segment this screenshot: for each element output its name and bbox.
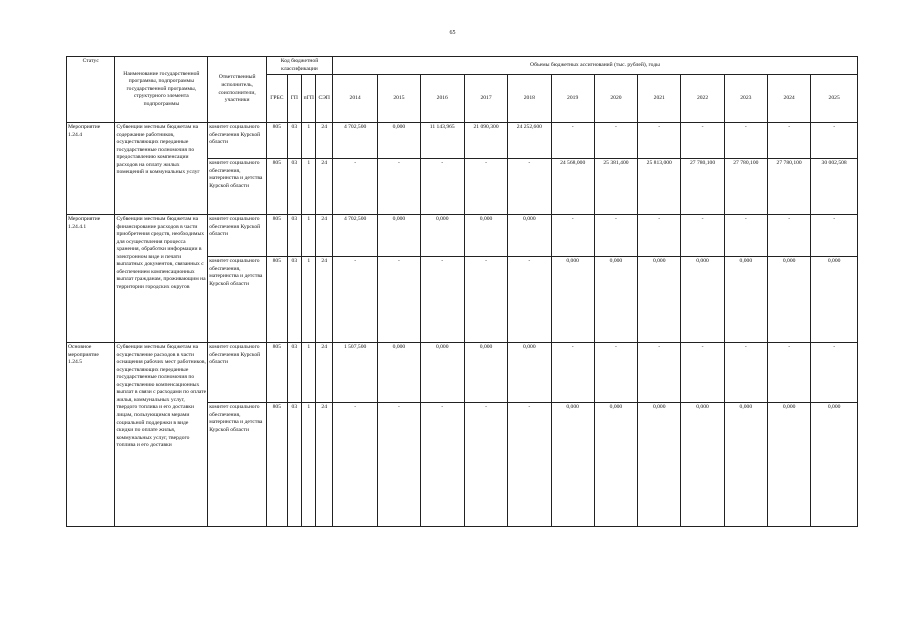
value-cell: 0,000 xyxy=(724,403,767,527)
code-gp: 03 xyxy=(287,257,301,343)
value-cell: - xyxy=(378,257,420,343)
code-sep: 24 xyxy=(316,215,332,257)
value-cell: - xyxy=(724,343,767,403)
value-cell: 11 143,965 xyxy=(420,123,464,159)
value-cell: 25 381,400 xyxy=(594,159,637,215)
code-pgp: 1 xyxy=(302,159,316,215)
value-cell: 21 090,300 xyxy=(464,123,507,159)
code-gp: 03 xyxy=(287,215,301,257)
value-cell: 0,000 xyxy=(724,257,767,343)
value-cell: 0,000 xyxy=(594,403,637,527)
name-cell: Субвенции местным бюджетам на финансирование расходов в части приобретения средств, необходимых для осуществления процесса хранения, обработки информации в электронном виде и печати выплатных документов, связанных с обеспечением компенсационных выплат гражданам, проживающим на территории городских округов xyxy=(115,215,208,343)
code-grbs: 805 xyxy=(267,159,288,215)
budget-table xyxy=(66,56,858,527)
value-cell: - xyxy=(724,123,767,159)
value-cell: - xyxy=(811,123,858,159)
header-year: 2025 xyxy=(811,75,858,123)
status-cell: Мероприятие 1.24.4 xyxy=(67,123,115,215)
table-row xyxy=(67,343,858,403)
code-sep: 24 xyxy=(316,343,332,403)
value-cell: 0,000 xyxy=(811,403,858,527)
value-cell: - xyxy=(332,159,377,215)
code-grbs: 805 xyxy=(267,343,288,403)
value-cell: 27 780,100 xyxy=(724,159,767,215)
value-cell: 0,000 xyxy=(420,343,464,403)
value-cell: 0,000 xyxy=(378,343,420,403)
value-cell: 24 568,000 xyxy=(551,159,594,215)
value-cell: - xyxy=(464,159,507,215)
value-cell: 30 002,508 xyxy=(811,159,858,215)
value-cell: - xyxy=(551,343,594,403)
header-code-col: ГП xyxy=(287,75,301,123)
value-cell: 0,000 xyxy=(594,257,637,343)
header-year: 2021 xyxy=(638,75,681,123)
value-cell: - xyxy=(638,215,681,257)
header-year: 2022 xyxy=(681,75,724,123)
header-year: 2018 xyxy=(508,75,551,123)
value-cell: 24 252,600 xyxy=(508,123,551,159)
code-pgp: 1 xyxy=(302,403,316,527)
name-cell: Субвенции местным бюджетам на осуществление расходов в части оснащения рабочих мест работников, осуществляющих переданные государственные полномочия по осуществлению компенсационных выплат в связи с расходами по оплате жилья, коммунальных услуг, твердого топлива и его доставки лицам, пользующимся мерами социальной поддержки в виде скидки по оплате жилья, коммунальных услуг, твердого топлива и его доставки xyxy=(115,343,208,527)
header-year: 2017 xyxy=(464,75,507,123)
code-pgp: 1 xyxy=(302,257,316,343)
code-gp: 03 xyxy=(287,123,301,159)
value-cell: 0,000 xyxy=(681,257,724,343)
code-gp: 03 xyxy=(287,403,301,527)
value-cell: 0,000 xyxy=(551,403,594,527)
value-cell: 0,000 xyxy=(551,257,594,343)
header-volumes: Объемы бюджетных ассигнований (тыс. рублей), годы xyxy=(332,57,857,75)
value-cell: 0,000 xyxy=(378,215,420,257)
name-cell: Субвенции местным бюджетам на содержание работников, осуществляющих переданные государственные полномочия по предоставлению компенсации расходов на оплату жилых помещений и коммунальных услуг xyxy=(115,123,208,215)
value-cell: 0,000 xyxy=(508,343,551,403)
value-cell: - xyxy=(681,215,724,257)
value-cell: - xyxy=(638,343,681,403)
value-cell: - xyxy=(767,215,810,257)
value-cell: 25 813,000 xyxy=(638,159,681,215)
header-code-col: СЭП xyxy=(316,75,332,123)
responsible-cell: комитет социального обеспечения Курской области xyxy=(208,123,267,159)
value-cell: - xyxy=(811,343,858,403)
header-year: 2024 xyxy=(767,75,810,123)
value-cell: - xyxy=(681,343,724,403)
header-year: 2014 xyxy=(332,75,377,123)
value-cell: - xyxy=(767,343,810,403)
value-cell: - xyxy=(551,215,594,257)
header-year: 2020 xyxy=(594,75,637,123)
value-cell: - xyxy=(811,215,858,257)
value-cell: - xyxy=(638,123,681,159)
table-row xyxy=(67,215,858,257)
code-grbs: 805 xyxy=(267,257,288,343)
value-cell: - xyxy=(332,257,377,343)
value-cell: - xyxy=(332,403,377,527)
value-cell: 0,000 xyxy=(638,403,681,527)
value-cell: 27 780,100 xyxy=(681,159,724,215)
value-cell: - xyxy=(378,159,420,215)
value-cell: - xyxy=(724,215,767,257)
value-cell: - xyxy=(551,123,594,159)
value-cell: - xyxy=(594,215,637,257)
responsible-cell: комитет социального обеспечения, материнства и детства Курской области xyxy=(208,257,267,343)
code-grbs: 805 xyxy=(267,215,288,257)
table-row xyxy=(67,123,858,159)
value-cell: 0,000 xyxy=(638,257,681,343)
value-cell: - xyxy=(464,403,507,527)
value-cell: 0,000 xyxy=(420,215,464,257)
code-pgp: 1 xyxy=(302,123,316,159)
value-cell: - xyxy=(594,123,637,159)
value-cell: 4 702,500 xyxy=(332,215,377,257)
value-cell: 0,000 xyxy=(767,403,810,527)
value-cell: - xyxy=(420,257,464,343)
responsible-cell: комитет социального обеспечения, материнства и детства Курской области xyxy=(208,403,267,527)
code-gp: 03 xyxy=(287,343,301,403)
value-cell: 4 702,500 xyxy=(332,123,377,159)
code-gp: 03 xyxy=(287,159,301,215)
header-year: 2023 xyxy=(724,75,767,123)
code-sep: 24 xyxy=(316,159,332,215)
header-name: Наименование государственной программы, подпрограммы государственной программы, структурного элемента подпрограммы xyxy=(115,57,208,123)
header-year: 2016 xyxy=(420,75,464,123)
value-cell: - xyxy=(464,257,507,343)
responsible-cell: комитет социального обеспечения, материнства и детства Курской области xyxy=(208,159,267,215)
status-cell: Основное мероприятие 1.24.5 xyxy=(67,343,115,527)
value-cell: - xyxy=(508,403,551,527)
header-status: Статус xyxy=(67,57,115,123)
value-cell: 27 780,100 xyxy=(767,159,810,215)
responsible-cell: комитет социального обеспечения Курской области xyxy=(208,215,267,257)
code-sep: 24 xyxy=(316,123,332,159)
responsible-cell: комитет социального обеспечения Курской области xyxy=(208,343,267,403)
header-code-col: пГП xyxy=(302,75,316,123)
header-budget-code: Код бюджетной классификации xyxy=(267,57,333,75)
header-responsible: Ответственный исполнитель, соисполнители, участники xyxy=(208,57,267,123)
code-grbs: 805 xyxy=(267,123,288,159)
value-cell: 0,000 xyxy=(464,343,507,403)
value-cell: 0,000 xyxy=(378,123,420,159)
value-cell: 0,000 xyxy=(508,215,551,257)
value-cell: 0,000 xyxy=(811,257,858,343)
value-cell: - xyxy=(681,123,724,159)
header-year: 2015 xyxy=(378,75,420,123)
header-year: 2019 xyxy=(551,75,594,123)
value-cell: - xyxy=(767,123,810,159)
code-sep: 24 xyxy=(316,257,332,343)
value-cell: - xyxy=(378,403,420,527)
value-cell: - xyxy=(420,403,464,527)
code-pgp: 1 xyxy=(302,343,316,403)
value-cell: 0,000 xyxy=(681,403,724,527)
code-sep: 24 xyxy=(316,403,332,527)
value-cell: - xyxy=(594,343,637,403)
value-cell: 0,000 xyxy=(767,257,810,343)
code-grbs: 805 xyxy=(267,403,288,527)
code-pgp: 1 xyxy=(302,215,316,257)
value-cell: - xyxy=(508,257,551,343)
header-code-col: ГРБС xyxy=(267,75,288,123)
value-cell: - xyxy=(508,159,551,215)
page-number: 65 xyxy=(449,30,456,36)
value-cell: - xyxy=(420,159,464,215)
status-cell: Мероприятие 1.24.4.1 xyxy=(67,215,115,343)
value-cell: 0,000 xyxy=(464,215,507,257)
value-cell: 1 507,500 xyxy=(332,343,377,403)
